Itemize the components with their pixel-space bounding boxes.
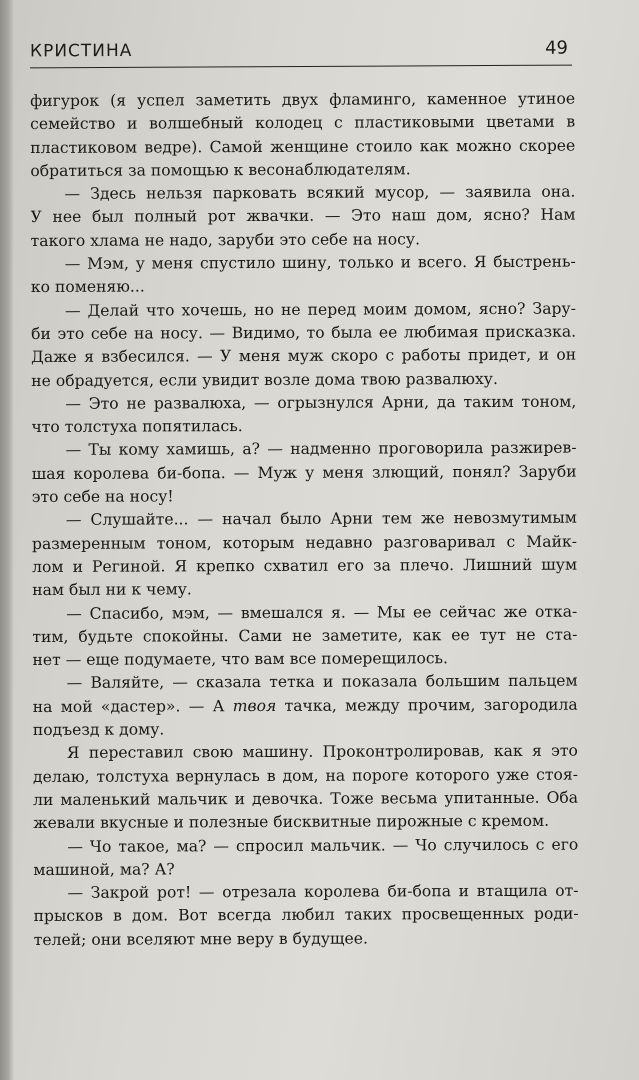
text-line: жевали вкусные и полезные бисквитные пирожные с кремом.: [33, 811, 550, 833]
text-line: — Делай что хочешь, но не перед моим домом, ясно? Зару-: [64, 299, 576, 320]
text-line: нам был ни к чему.: [32, 580, 192, 600]
text-line: шая королева би-бопа. — Муж у меня злющий, понял? Заруби: [31, 462, 577, 483]
text-line: — Это не развалюха, — огрызнулся Арни, да таким тоном,: [65, 392, 577, 413]
text-line: [33, 693, 578, 719]
italic-word: твоя: [232, 696, 277, 715]
text-line: ли маленький мальчик и девочка. Тоже весьма упитанные. Оба: [33, 788, 579, 809]
text-line: такого хлама не надо, заруби это себе на носу.: [30, 230, 421, 250]
text-line: — Валяйте, — сказала тетка и показала большим пальцем: [66, 672, 578, 693]
text-line: это себе на носу!: [31, 487, 174, 507]
text-line: фигурок (я успел заметить двух фламинго, каменное утиное: [30, 89, 576, 110]
text-line: машиной, ма? А?: [33, 860, 175, 879]
text-line: Я переставил свою машину. Проконтролировав, как я это: [66, 741, 578, 763]
text-line: семейство и волшебный колодец с пластиковыми цветами в: [30, 112, 576, 134]
text-line: — Закрой рот! — отрезала королева би-бопа и втащила от-: [67, 881, 579, 902]
text-line: — Ты кому хамишь, а? — надменно проговорила разжирев-: [65, 439, 577, 460]
text-line: не обрадуется, если увидит возле дома твою развалюху.: [31, 369, 498, 390]
text-line: — Мэм, у меня спустило шину, только и всего. Я быстрень-: [64, 252, 576, 273]
text-line: лом и Региной. Я крепко схватил его за плечо. Лишний шум: [32, 555, 578, 576]
text-run: тачка, между прочим, загородила: [276, 695, 578, 715]
text-line: нет — еще подумаете, что вам все померещилось.: [32, 649, 449, 670]
running-head: [30, 37, 572, 69]
text-line: ко поменяю...: [30, 277, 145, 297]
text-line: обратиться за помощью к весонаблюдателям.: [30, 160, 411, 180]
running-title: КРИСТИНА: [29, 40, 133, 62]
text-body: [30, 88, 579, 952]
text-line: би это себе на носу. — Видимо, то была ее любимая присказка.: [31, 322, 577, 343]
text-line: подъезд к дому.: [32, 720, 165, 740]
text-line: телей; они вселяют мне веру в будущее.: [33, 929, 368, 949]
text-line: пластиковом ведре). Самой женщине стоило как можно скорее: [30, 136, 576, 157]
book-spine-shadow: [0, 0, 14, 1080]
text-line: — Здесь нельзя парковать всякий мусор, — заявила она.: [64, 182, 576, 204]
text-line: — Слушайте... — начал было Арни тем же невозмутимым: [65, 508, 577, 530]
text-line: — Чо такое, ма? — спросил мальчик. — Чо случилось с его: [67, 835, 579, 856]
text-line: тим, будьте спокойны. Сами не заметите, как ее тут не ста-: [32, 625, 578, 646]
text-line: прысков в дом. Вот всегда любил таких просвещенных роди-: [33, 905, 579, 926]
text-line: У нее был полный рот жвачки. — Это наш дом, ясно? Нам: [30, 206, 576, 227]
page-number: 49: [545, 37, 569, 59]
text-line: что толстуха попятилась.: [31, 417, 243, 437]
text-line: размеренным тоном, которым недавно разговаривал с Майк-: [31, 532, 578, 553]
text-line: делаю, толстуха вернулась в дом, на пороге которого уже стоя-: [32, 765, 579, 786]
text-line: — Спасибо, мэм, — вмешался я. — Мы ее сейчас же отка-: [66, 602, 578, 623]
text-line: Даже я взбесился. — У меня муж скоро с работы придет, и он: [31, 345, 577, 367]
text-run: на мой «дастер». — А: [32, 696, 233, 716]
